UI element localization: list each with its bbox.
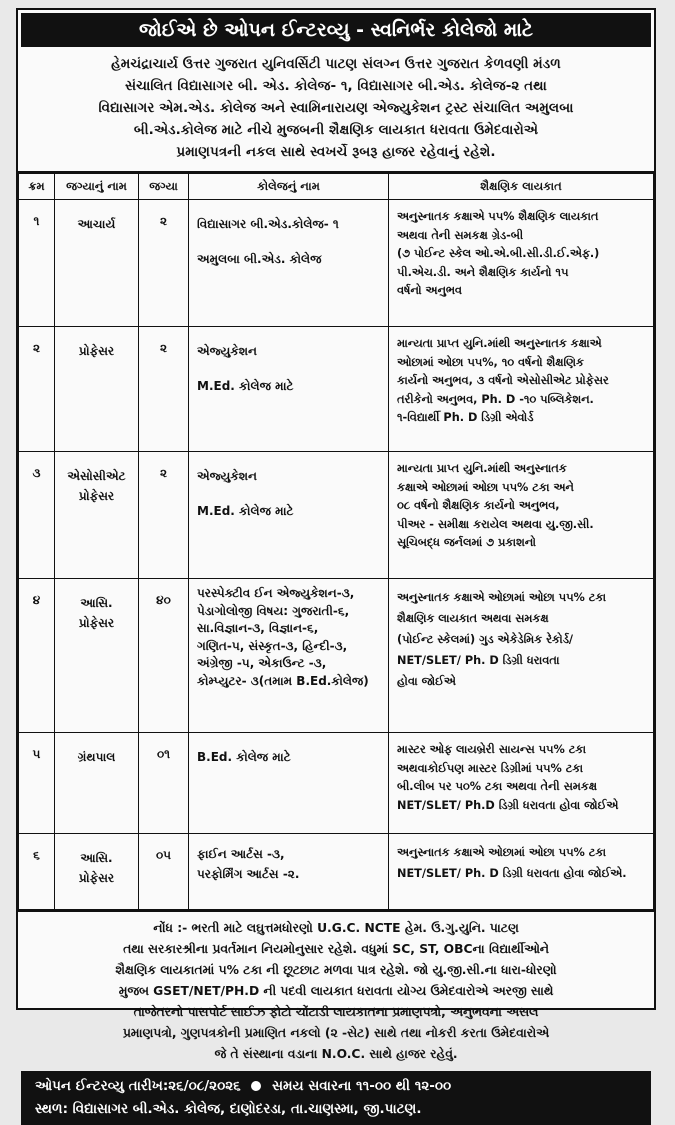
post-cell [55,200,139,327]
post-line: આસિ. [80,596,113,610]
table-header-row [19,174,654,200]
college-line: એજ્યુકેશન [197,344,258,358]
qualification-line: NET/SLET/ Ph. D ડિગ્રી ધરાવતા હોવા જોઈએ. [397,867,627,880]
note-line: મુજબ GSET/NET/PH.D ની પદવી લાયકાત ધરાવતા યોગ્ય ઉમેદવારોએ અરજી સાથે [118,984,554,998]
college-cell [189,579,389,733]
qualification-line: બી.લીબ પર ૫૦% ટકા અથવા તેની સમકક્ષ [397,780,597,793]
college-cell [189,452,389,579]
serial-cell: ૩ [19,452,55,579]
count-cell: ૦૧ [139,733,189,834]
post-cell [55,834,139,910]
note-line: તથા સરકારશ્રીના પ્રવર્તમાન નિયમોનુસાર રહેશે. વધુમાં SC, ST, OBCના વિદ્યાર્થીઓને [123,942,549,956]
interview-time: સમય સવારના ૧૧-૦૦ થી ૧૨-૦૦ [272,1078,452,1094]
post-line: ગ્રંથપાલ [77,750,116,764]
post-line: પ્રોફેસર [78,489,115,503]
header-qualification: શૈક્ષણિક લાયકાત [389,174,654,200]
qualification-line: વર્ષનો અનુભવ [397,284,462,297]
qualification-line: કક્ષાએ ઓછામાં ઓછા ૫૫% ટકા અને [397,480,574,494]
qualification-line: ૦૮ વર્ષનો શૈક્ષણિક કાર્યનો અનુભવ, [397,499,560,512]
qualification-line: અથવા તેની સમકક્ષ ગ્રેડ-બી [397,228,524,242]
qualification-line: કાર્યનો અનુભવ, ૩ વર્ષનો એસોસીએટ પ્રોફેસર [397,374,609,387]
qualification-cell [389,327,654,452]
post-cell [55,327,139,452]
ad-title: જોઈએ છે ઓપન ઈન્ટરવ્યુ - સ્વનિર્ભર કોલેજો માટે [21,13,651,47]
qualification-line: માન્યતા પ્રાપ્ત યુનિ.માંથી અનુસ્નાતક કક્ષાએ [397,337,602,350]
college-line: B.Ed. કોલેજ માટે [197,750,291,764]
header-post-name: જગ્યાનું નામ [55,174,139,200]
note-line: તાજેતરનો પાસપોર્ટ સાઈઝ ફોટો ચોંટાડી લાયકાતના પ્રમાણપત્રો, અનુભવના અસલ [133,1005,539,1019]
qualification-cell [389,834,654,910]
post-line: પ્રોફેસર [78,344,115,358]
qualification-cell [389,579,654,733]
college-line: સા.વિજ્ઞાન-૩, વિજ્ઞાન-૬, [197,621,319,635]
serial-cell: ૫ [19,733,55,834]
header-serial: ક્રમ [19,174,55,200]
table-row [19,200,654,327]
header-college-name: કોલેજનું નામ [189,174,389,200]
note-line: શૈક્ષણિક લાયકાતમાં ૫% ટકા ની છૂટછાટ મળવા પાત્ર રહેશે. જો યુ.જી.સી.ના ધારા-ધોરણો [115,963,557,977]
qualification-line: અથવાકોઈપણ માસ્ટર ડિગ્રીમાં ૫૫% ટકા [397,761,584,775]
table-row [19,452,654,579]
intro-line: સંચાલિત વિદ્યાસાગર બી. એડ. કોલેજ- ૧, વિદ્યાસાગર બી.એડ. કોલેજ-૨ તથા [125,78,547,94]
post-line: પ્રોફેસર [78,871,115,885]
qualification-line: સૂચિબદ્ધ જર્નલમાં ૭ પ્રકાશનો [397,536,536,549]
qualification-cell [389,452,654,579]
note-line: જે તે સંસ્થાના વડાના N.O.C. સાથે હાજર રહેવું. [214,1047,458,1061]
serial-cell: ૬ [19,834,55,910]
qualification-line: પીઅર - સમીક્ષા કરાયેલ અથવા યુ.જી.સી. [397,517,594,531]
intro-line: પ્રમાણપત્રની નકલ સાથે સ્વખર્ચે રૂબરૂ હાજર રહેવાનું રહેશે. [176,144,496,160]
count-cell: ૨ [139,200,189,327]
post-line: આચાર્ય [77,217,116,231]
note-line: નોંધ :- ભરતી માટે લઘુત્તમધોરણો U.G.C. NCTE હેમ. ઉ.ગુ.યુનિ. પાટણ [153,921,519,935]
qualification-line: અનુસ્નાતક કક્ષાએ ઓછામાં ઓછા ૫૫% ટકા [397,846,607,859]
college-cell [189,733,389,834]
college-line: ગણિત-૫, સંસ્કૃત-૩, હિન્દી-૩, [197,638,348,653]
qualification-line: NET/SLET/ Ph. D ડિગ્રી ધરાવતા [397,654,560,667]
college-line: વિદ્યાસાગર બી.એડ.કોલેજ- ૧ [197,217,339,231]
college-line: પરસ્પેક્ટીવ ઈન એજ્યુકેશન-૩, [197,586,355,600]
qualification-line: (૭ પોઈન્ટ સ્કેલ ઓ.એ.બી.સી.ડી.ઈ.એફ.) [397,247,600,260]
qualification-cell [389,200,654,327]
note-section [18,910,654,1071]
post-cell [55,733,139,834]
college-line: અમુલબા બી.એડ. કોલેજ [197,252,322,266]
qualification-line: હોવા જોઈએ [397,675,456,688]
table-row [19,327,654,452]
qualification-cell [389,733,654,834]
college-line: પેડાગોલોજી વિષય: ગુજરાતી-૬, [197,603,350,618]
intro-text [18,47,654,173]
table-row [19,733,654,834]
college-line: અંગ્રેજી -૫, એકાઉન્ટ -૩, [197,656,327,670]
interview-footer [21,1071,651,1125]
interview-venue: સ્થળ: વિદ્યાસાગર બી.એડ. કોલેજ, દાણોદરડા, તા.ચાણસ્મા, જી.પાટણ. [35,1101,422,1117]
post-line: પ્રોફેસર [78,616,115,630]
qualification-line: તરીકેનો અનુભવ, Ph. D -૧૦ પબ્લિકેશન. [397,392,594,406]
college-line: M.Ed. કોલેજ માટે [197,504,294,518]
qualification-line: (પોઈન્ટ સ્કેલમાં) ગુડ એકેડેમિક રેકોર્ડ/ [397,633,574,646]
post-line: આસિ. [80,851,113,865]
college-line: કોમ્પ્યુટર- ૩(તમામ B.Ed.કોલેજ) [197,673,369,688]
qualification-line: પી.એચ.ડી. અને શૈક્ષણિક કાર્યનો ૧૫ [397,265,569,279]
intro-line: વિદ્યાસાગર એમ.એડ. કોલેજ અને સ્વામિનારાયણ એજ્યુકેશન ટ્રસ્ટ સંચાલિત અમુલબા [98,100,574,116]
qualification-line: માસ્ટર ઓફ લાયબ્રેરી સાયન્સ ૫૫% ટકા [397,743,587,756]
college-line: પરફોર્મિંગ આર્ટસ -૨. [197,867,300,881]
qualification-line: માન્યતા પ્રાપ્ત યુનિ.માંથી અનુસ્નાતક [397,462,567,475]
count-cell: ૦૫ [139,834,189,910]
intro-line: હેમચંદ્રાચાર્ય ઉત્તર ગુજરાત યુનિવર્સિટી પાટણ સંલગ્ન ઉત્તર ગુજરાત કેળવણી મંડળ [111,56,561,72]
count-cell: ૪૦ [139,579,189,733]
serial-cell: ૪ [19,579,55,733]
qualification-line: NET/SLET/ Ph.D ડિગ્રી ધરાવતા હોવા જોઈએ [397,798,619,812]
count-cell: ૨ [139,327,189,452]
table-row [19,579,654,733]
note-line: પ્રમાણપત્રો, ગુણપત્રકોની પ્રમાણિત નકલો (૨ -સેટ) સાથે તથા નોકરી કરતા ઉમેદવારોએ [122,1026,550,1040]
college-cell [189,327,389,452]
college-cell [189,834,389,910]
qualification-line: અનુસ્નાતક કક્ષાએ ઓછામાં ઓછા ૫૫% ટકા [397,591,607,604]
qualification-line: અનુસ્નાતક કક્ષાએ ૫૫% શૈક્ષણિક લાયકાત [397,210,599,223]
college-line: M.Ed. કોલેજ માટે [197,379,294,393]
count-cell: ૨ [139,452,189,579]
vacancy-table [18,173,654,910]
intro-line: બી.એડ.કોલેજ માટે નીચે મુજબની શૈક્ષણિક લાયકાત ધરાવતા ઉમેદવારોએ [133,122,539,138]
serial-cell: ૧ [19,200,55,327]
header-post-count: જગ્યા [139,174,189,200]
bullet-icon [251,1081,261,1091]
college-line: એજ્યુકેશન [197,469,258,483]
qualification-line: ૧-વિદ્યાર્થી Ph. D ડિગ્રી એવોર્ડ [397,411,534,424]
post-cell [55,452,139,579]
college-line: ફાઈન આર્ટસ -૩, [197,847,285,861]
table-row [19,834,654,910]
post-cell [55,579,139,733]
qualification-line: શૈક્ષણિક લાયકાત અથવા સમકક્ષ [397,612,549,625]
advertisement-page [16,8,656,1117]
serial-cell: ૨ [19,327,55,452]
qualification-line: ઓછામાં ઓછા ૫૫%, ૧૦ વર્ષનો શૈક્ષણિક [397,355,584,369]
interview-date-time [35,1075,637,1098]
interview-date: ઓપન ઈન્ટરવ્યુ તારીખ:૨૬/૦૮/૨૦૨૬ [35,1078,241,1094]
post-line: એસોસીએટ [67,469,126,483]
college-cell [189,200,389,327]
